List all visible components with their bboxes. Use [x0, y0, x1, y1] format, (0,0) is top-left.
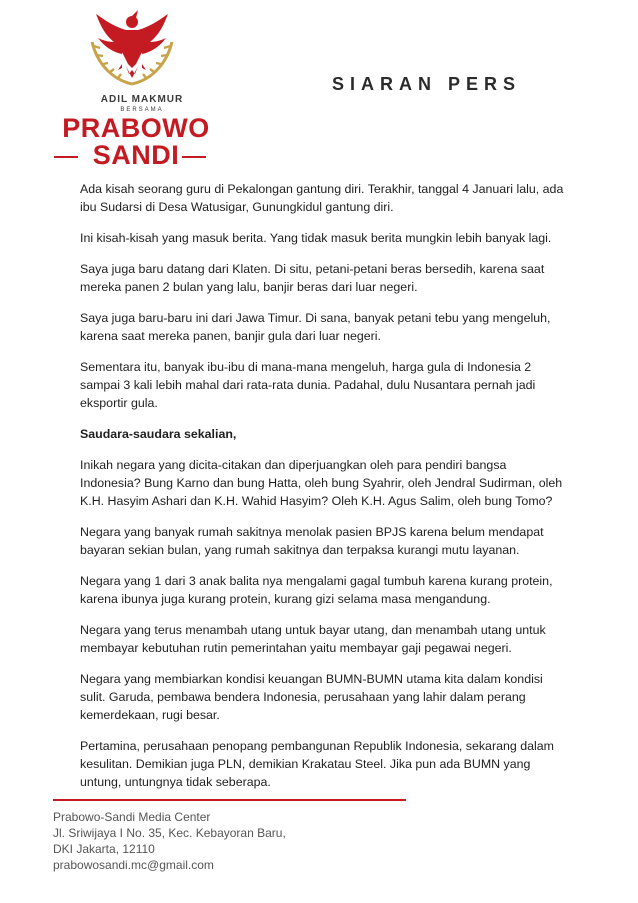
paragraph: Negara yang terus menambah utang untuk bayar utang, dan menambah utang untuk membayar kebutuhan rutin pemerintahan yaitu membayar gaji pegawai negeri.	[80, 623, 546, 655]
paragraph: Saya juga baru-baru ini dari Jawa Timur. Di sana, banyak petani tebu yang mengeluh, karena saat mereka panen, banjir gula dari luar negeri.	[80, 311, 551, 343]
logo-tagline: ADIL MAKMUR	[100, 94, 184, 105]
logo-name-sandi: SANDI	[92, 140, 180, 170]
garuda-emblem-icon	[52, 8, 212, 98]
footer-address: Jl. Sriwijaya I No. 35, Kec. Kebayoran Baru,	[53, 826, 286, 840]
campaign-logo	[52, 8, 212, 168]
logo-right-bar	[182, 156, 206, 158]
paragraph: Ini kisah-kisah yang masuk berita. Yang tidak masuk berita mungkin lebih banyak lagi.	[80, 231, 552, 245]
footer-divider	[53, 799, 406, 801]
press-release-body	[80, 180, 566, 804]
logo-name-prabowo: PRABOWO	[62, 113, 210, 143]
paragraph: Saya juga baru datang dari Klaten. Di situ, petani-petani beras bersedih, karena saat mereka panen 2 bulan yang lalu, banjir beras dari luar negeri.	[80, 262, 545, 294]
logo-subtagline: BERSAMA	[120, 107, 164, 113]
paragraph: Negara yang banyak rumah sakitnya menolak pasien BPJS karena belum mendapat bayaran sekian bulan, yang rumah sakitnya dan terpaksa kurangi mutu layanan.	[80, 525, 544, 557]
paragraph: Pertamina, perusahaan penopang pembangunan Republik Indonesia, sekarang dalam kesulitan. Demikian juga PLN, demikian Krakatau Steel. Jika pun ada BUMN yang untung, untungnya tidak seberapa.	[80, 739, 554, 789]
paragraph: Negara yang 1 dari 3 anak balita nya mengalami gagal tumbuh karena kurang protein, karena ibunya juga kurang protein, kurang gizi selama masa mengandung.	[80, 574, 553, 606]
paragraph: Sementara itu, banyak ibu-ibu di mana-mana mengeluh, harga gula di Indonesia 2 sampai 3 kali lebih mahal dari rata-rata dunia. Padahal, dulu Nusantara pernah jadi eksportir gula.	[80, 360, 536, 410]
paragraph: Negara yang membiarkan kondisi keuangan BUMN-BUMN utama kita dalam kondisi sulit. Garuda, pembawa bendera Indonesia, perusahaan yang lahir dalam perang kemerdekaan, rugi besar.	[80, 672, 543, 722]
paragraph: Ada kisah seorang guru di Pekalongan gantung diri. Terakhir, tanggal 4 Januari lalu, ada ibu Sudarsi di Desa Watusigar, Gunungkidul gantung diri.	[80, 182, 564, 214]
footer-org-name: Prabowo-Sandi Media Center	[53, 810, 211, 824]
salutation: Saudara-saudara sekalian,	[80, 427, 237, 441]
footer-contact	[53, 809, 413, 873]
paragraph: Inikah negara yang dicita-citakan dan diperjuangkan oleh para pendiri bangsa Indonesia? Bung Karno dan bung Hatta, oleh bung Syahrir, oleh Jendral Sudirman, oleh K.H. Hasyim Ashari dan K.H. Wahid Hasyim? Oleh K.H. Agus Salim, oleh bung Tomo?	[80, 458, 563, 508]
page-title: SIARAN PERS	[332, 74, 522, 94]
footer-city: DKI Jakarta, 12110	[53, 842, 155, 856]
footer-email: prabowosandi.mc@gmail.com	[53, 858, 214, 872]
